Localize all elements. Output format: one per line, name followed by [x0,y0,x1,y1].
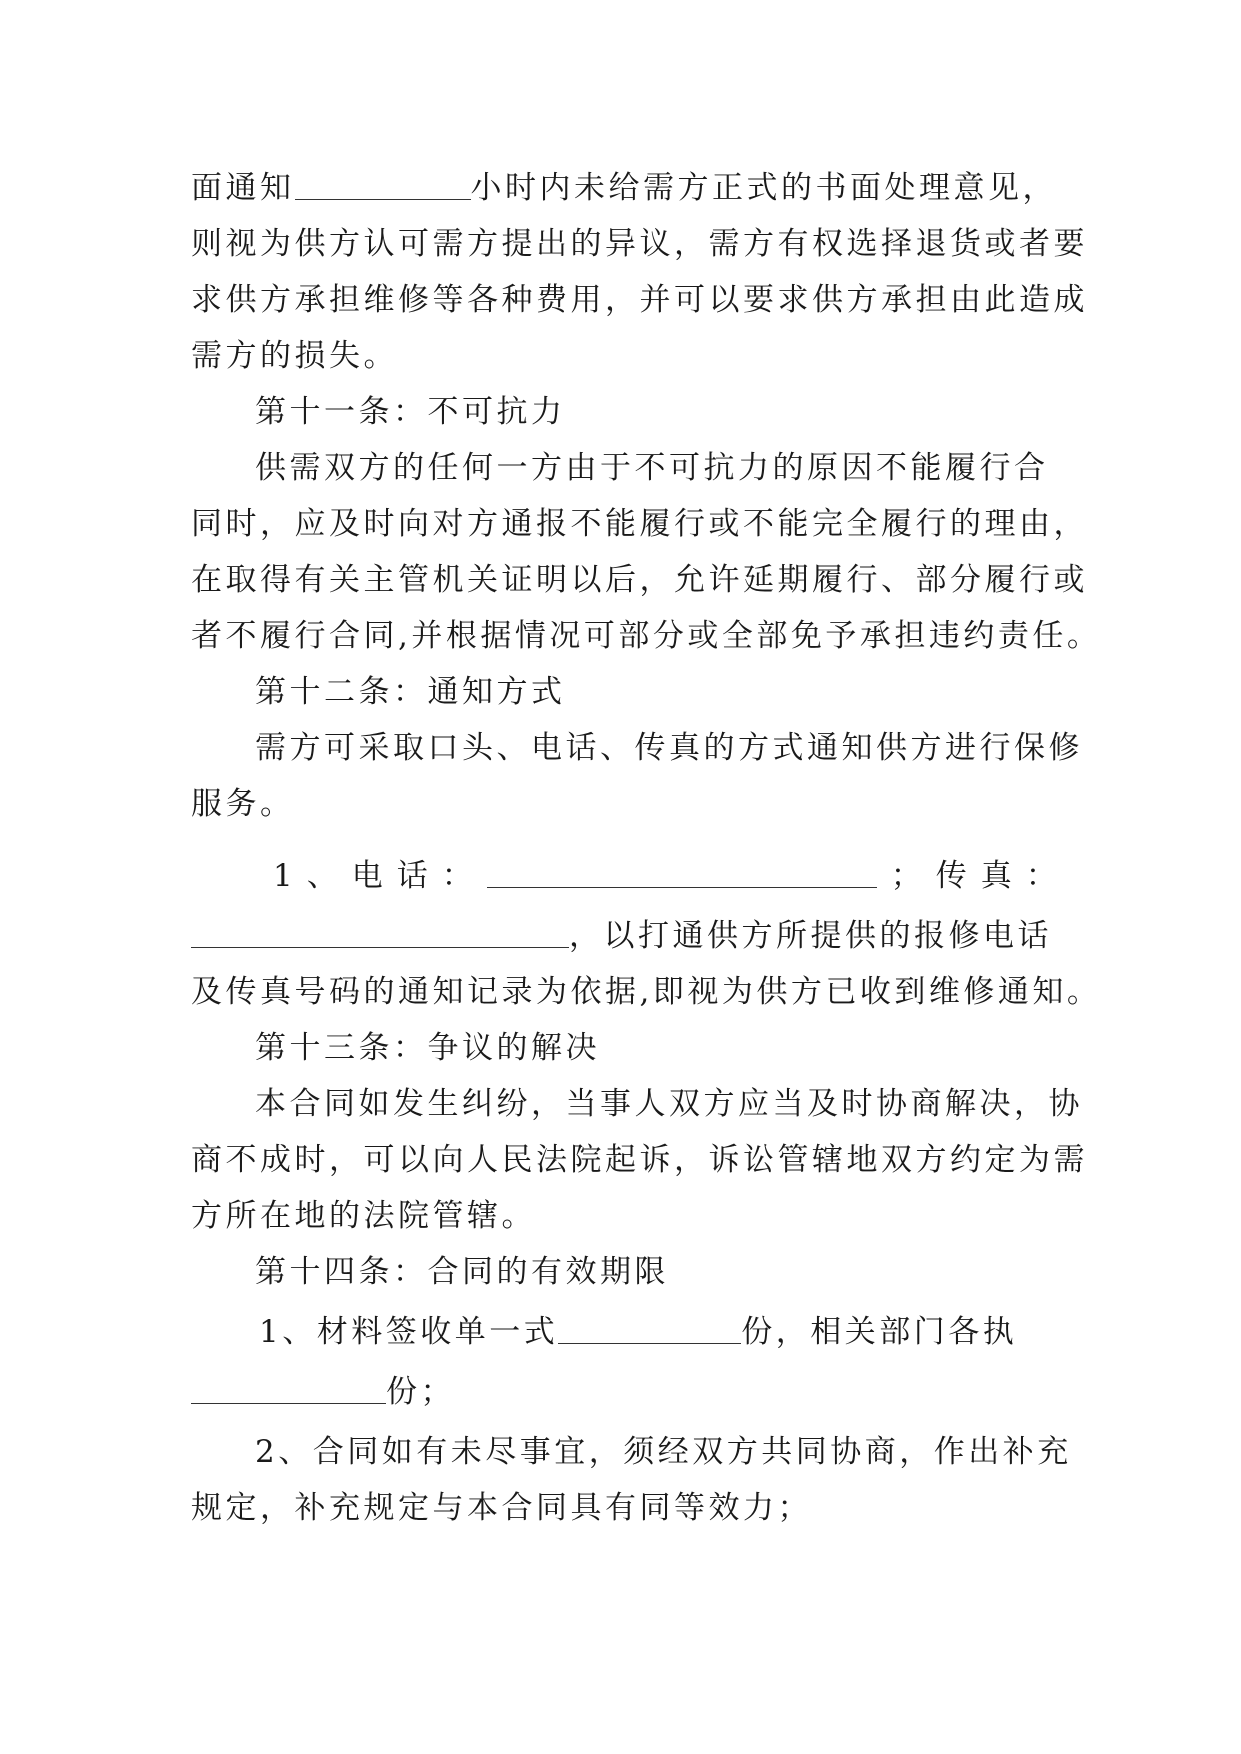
paragraph-line: 者不履行合同,并根据情况可部分或全部免予承担违约责任。 [191,618,1102,654]
paragraph-line: 服务。 [191,786,295,822]
paragraph-line [191,1363,1051,1421]
line-text: 份，相关部门各执 [741,1314,1018,1350]
phone-label: 1、电话： [273,858,487,894]
paragraph-line: 供需双方的任何一方由于不可抗力的原因不能履行合 [255,450,1049,486]
paragraph-line: 及传真号码的通知记录为依据,即视为供方已收到维修通知。 [191,974,1102,1010]
line-text: 份； [386,1374,455,1410]
paragraph-line: 2、合同如有未尽事宜，须经双方共同协商，作出补充 [255,1434,1072,1470]
fill-in-blank[interactable] [295,169,471,200]
paragraph-line: 求供方承担维修等各种费用，并可以要求供方承担由此造成 [191,282,1088,318]
paragraph-line: 规定，补充规定与本合同具有同等效力； [191,1490,812,1526]
copies-blank[interactable] [558,1313,741,1344]
article-heading: 第十四条：合同的有效期限 [255,1254,669,1290]
copies-each-blank[interactable] [191,1373,386,1404]
phone-fax-line [273,847,1071,905]
paragraph-line: 需方可采取口头、电话、传真的方式通知供方进行保修 [255,730,1083,766]
paragraph-line [191,907,1051,965]
line-text: 小时内未给需方正式的书面处理意见， [470,170,1057,206]
paragraph-line: 同时，应及时向对方通报不能履行或不能完全履行的理由， [191,506,1088,542]
line-text: 1、材料签收单一式 [259,1314,559,1350]
paragraph-line: 在取得有关主管机关证明以后，允许延期履行、部分履行或 [191,562,1088,598]
paragraph-line [259,1303,1054,1361]
paragraph-line: 商不成时，可以向人民法院起诉，诉讼管辖地双方约定为需 [191,1142,1088,1178]
line-text: 面通知 [191,170,295,206]
paragraph-line: 方所在地的法院管辖。 [191,1198,536,1234]
article-heading: 第十一条：不可抗力 [255,394,566,430]
line-text: ，以打通供方所提供的报修电话 [569,918,1052,954]
phone-blank[interactable] [487,857,877,888]
paragraph-line: 则视为供方认可需方提出的异议，需方有权选择退货或者要 [191,226,1088,262]
paragraph-line [191,159,1057,217]
article-heading: 第十三条：争议的解决 [255,1030,600,1066]
fax-label: ；传真： [890,858,1071,894]
paragraph-line: 需方的损失。 [191,338,398,374]
paragraph-line: 本合同如发生纠纷，当事人双方应当及时协商解决，协 [255,1086,1083,1122]
fax-blank[interactable] [191,917,569,948]
article-heading: 第十二条：通知方式 [255,674,566,710]
